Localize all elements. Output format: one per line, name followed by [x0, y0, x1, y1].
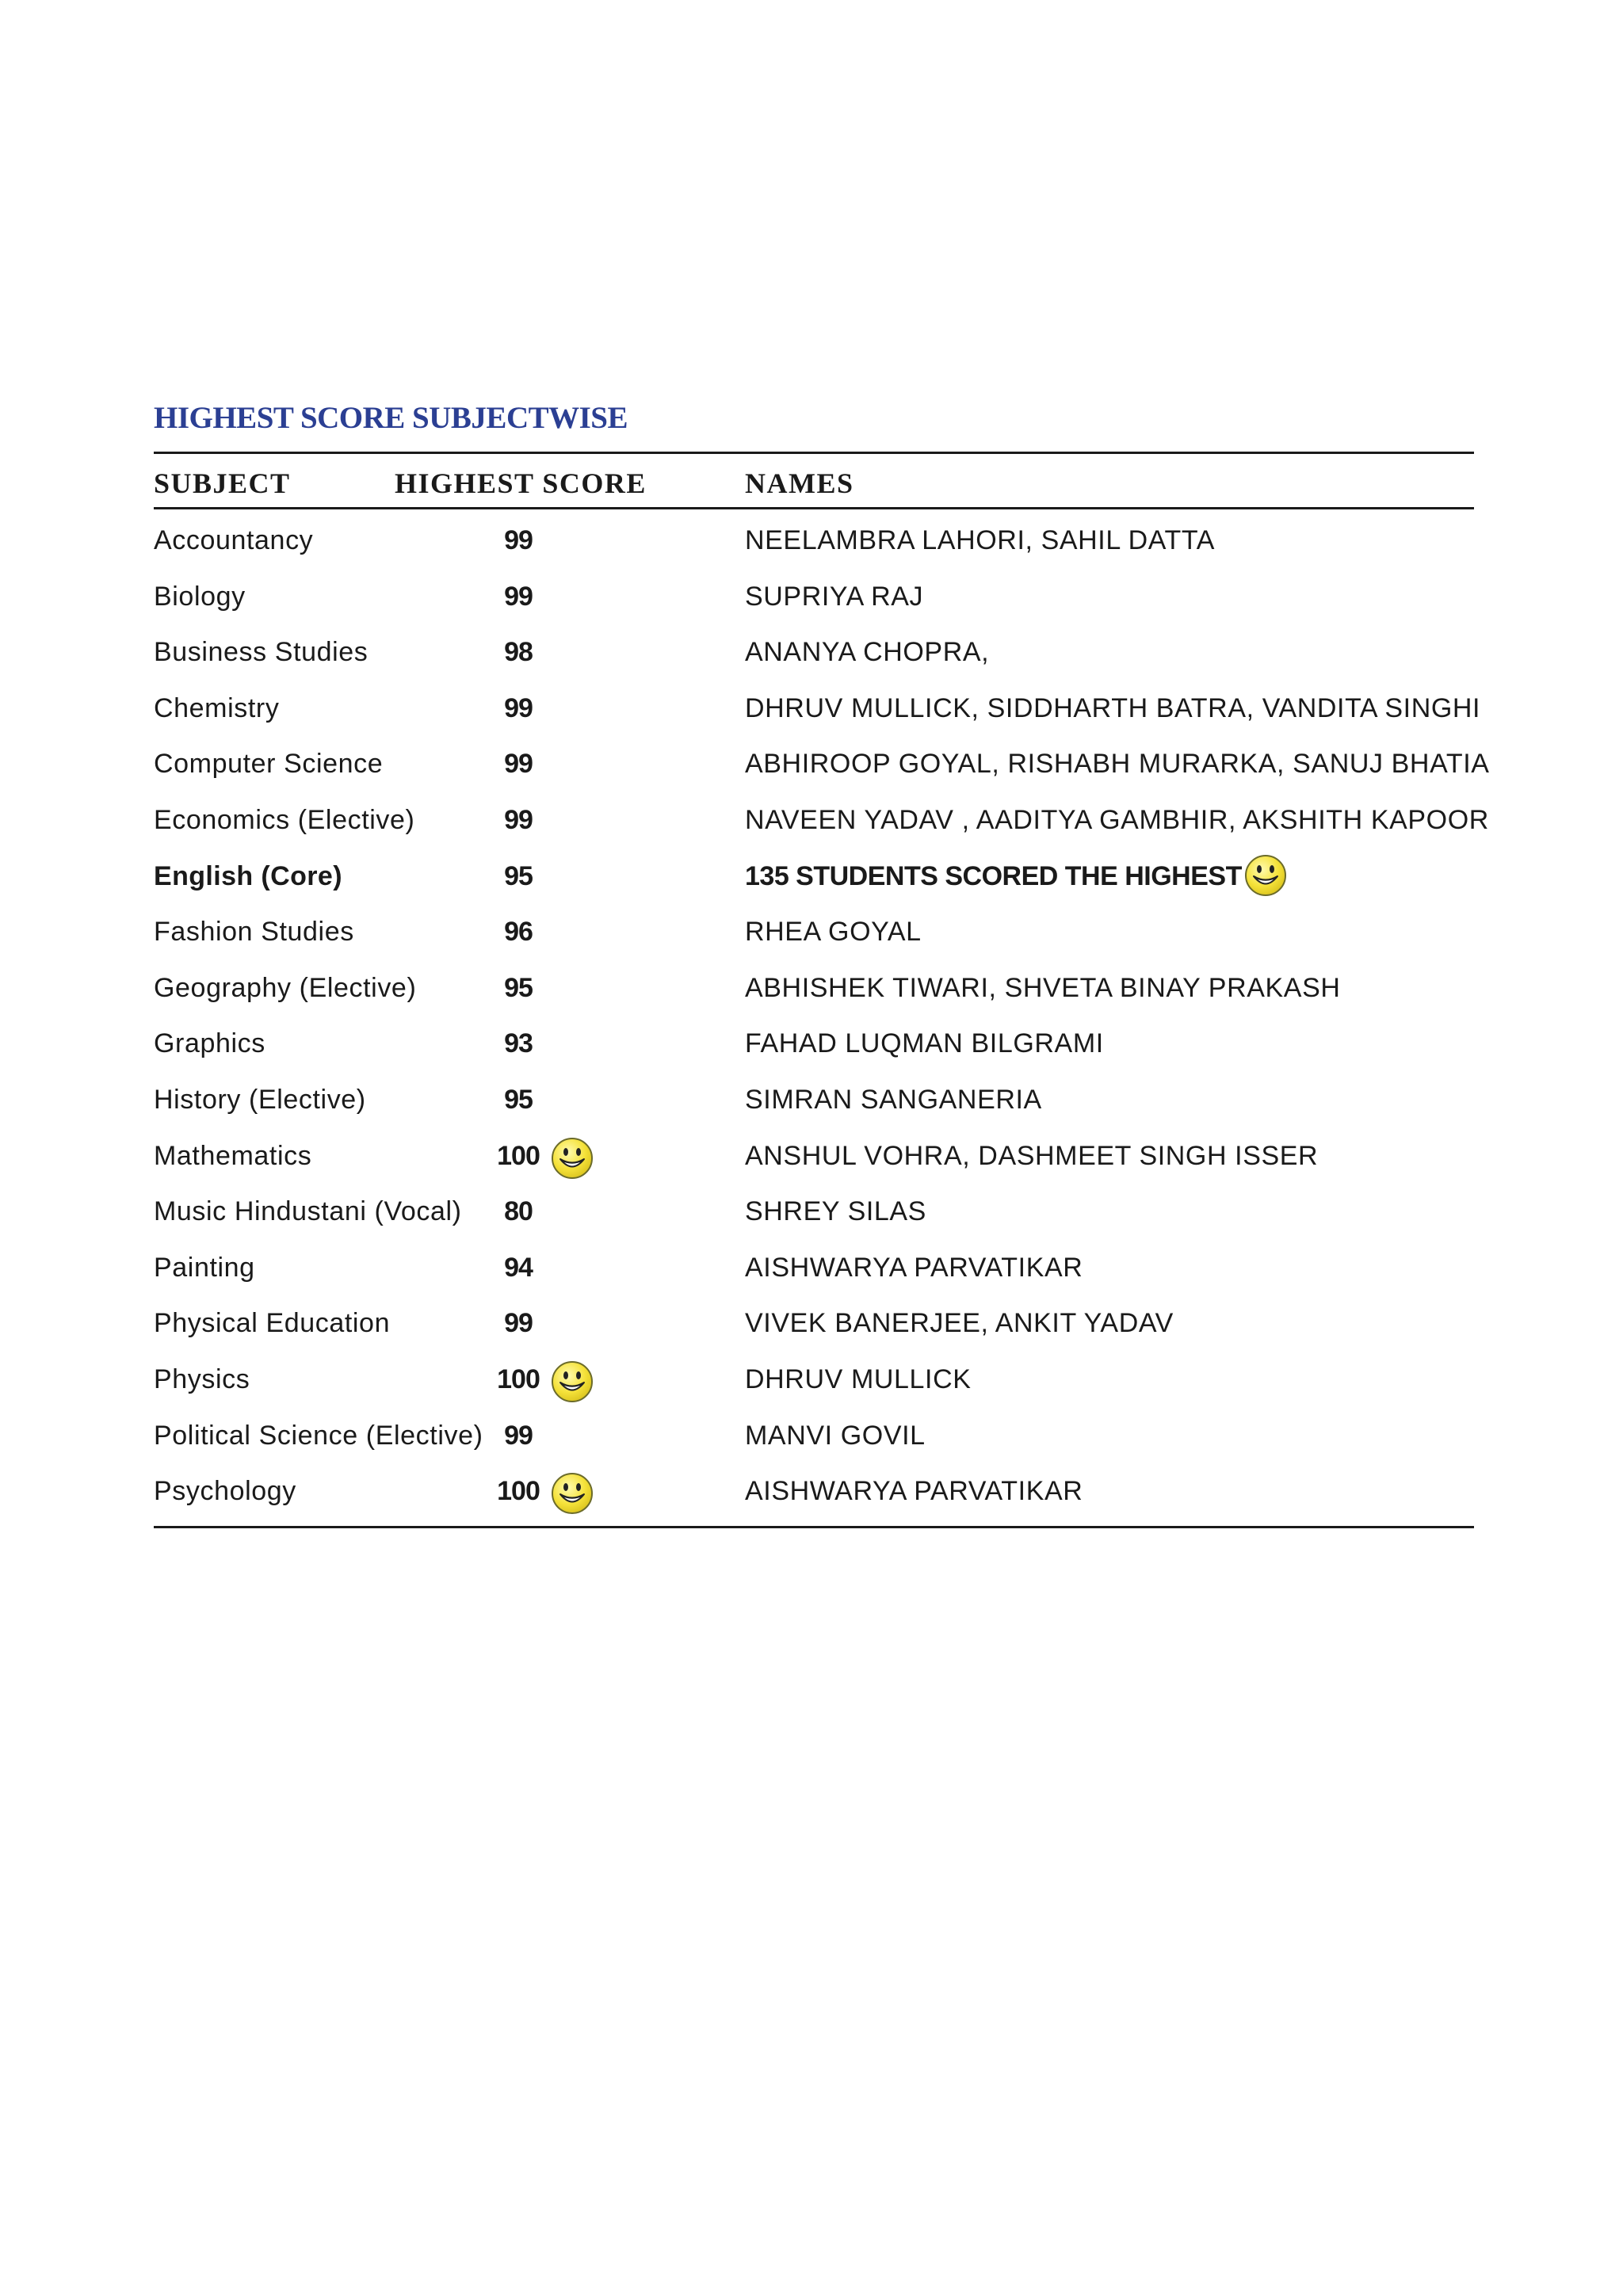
- table-row: [154, 1352, 1474, 1408]
- score-cell: 99: [504, 1308, 533, 1339]
- names-cell: NEELAMBRA LAHORI, SAHIL DATTA: [745, 525, 1216, 555]
- table-row: [154, 1463, 1474, 1520]
- score-cell: 96: [504, 917, 533, 948]
- table-row: [154, 1295, 1474, 1352]
- subject-cell: Biology: [154, 581, 246, 612]
- table-row: [154, 1240, 1474, 1296]
- table-header: [154, 463, 1474, 504]
- smiley-face-icon: [1243, 853, 1288, 898]
- bottom-rule: [154, 1526, 1474, 1528]
- smiley-face-icon: [550, 1471, 594, 1516]
- table-row: [154, 1016, 1474, 1072]
- score-cell: 99: [504, 749, 533, 780]
- score-cell: 99: [504, 581, 533, 612]
- table-row: [154, 1184, 1474, 1240]
- table-row: [154, 736, 1490, 792]
- table-row: [154, 904, 1474, 960]
- table-row: [154, 792, 1489, 849]
- score-cell: 99: [504, 1420, 533, 1451]
- section-title: HIGHEST SCORE SUBJECTWISE: [154, 401, 628, 435]
- subject-cell: Mathematics: [154, 1140, 312, 1171]
- names-cell: SHREY SILAS: [745, 1196, 926, 1227]
- smiley-face-icon: [550, 1360, 594, 1404]
- names-text: 135 STUDENTS SCORED THE HIGHEST: [745, 860, 1242, 891]
- subject-cell: Business Studies: [154, 637, 369, 668]
- subject-cell: English (Core): [154, 860, 342, 891]
- column-header-names: NAMES: [745, 467, 854, 499]
- names-cell: VIVEK BANERJEE, ANKIT YADAV: [745, 1308, 1174, 1339]
- score-cell: 94: [504, 1252, 533, 1283]
- names-cell: ANSHUL VOHRA, DASHMEET SINGH ISSER: [745, 1140, 1319, 1171]
- names-cell: ABHISHEK TIWARI, SHVETA BINAY PRAKASH: [745, 972, 1341, 1003]
- subject-cell: Geography (Elective): [154, 972, 417, 1003]
- names-cell: ANANYA CHOPRA,: [745, 637, 990, 668]
- subject-cell: Physics: [154, 1363, 250, 1394]
- header-rule: [154, 507, 1474, 509]
- score-cell: 99: [504, 692, 533, 723]
- names-cell: DHRUV MULLICK: [745, 1363, 972, 1394]
- names-cell: NAVEEN YADAV , AADITYA GAMBHIR, AKSHITH KAPOOR: [745, 804, 1489, 835]
- table-row: [154, 1072, 1474, 1128]
- names-cell: FAHAD LUQMAN BILGRAMI: [745, 1028, 1104, 1059]
- table-row: [154, 513, 1474, 569]
- smiley-face-icon: [550, 1136, 594, 1180]
- table-row: [154, 624, 1474, 681]
- table-row: [154, 1128, 1474, 1184]
- top-rule: [154, 452, 1474, 454]
- score-cell: 98: [504, 637, 533, 668]
- score-cell: 100: [497, 1140, 540, 1171]
- score-cell: 95: [504, 972, 533, 1003]
- names-cell: AISHWARYA PARVATIKAR: [745, 1252, 1083, 1283]
- names-cell: AISHWARYA PARVATIKAR: [745, 1476, 1083, 1507]
- names-cell: [745, 849, 1288, 904]
- subject-cell: Accountancy: [154, 525, 314, 555]
- subject-cell: Graphics: [154, 1028, 265, 1059]
- names-cell: RHEA GOYAL: [745, 917, 922, 948]
- score-cell: 80: [504, 1196, 533, 1227]
- subject-cell: Political Science (Elective): [154, 1420, 483, 1451]
- subject-cell: Chemistry: [154, 692, 280, 723]
- subject-cell: Physical Education: [154, 1308, 391, 1339]
- score-cell: 95: [504, 860, 533, 891]
- names-cell: DHRUV MULLICK, SIDDHARTH BATRA, VANDITA SINGHI: [745, 692, 1481, 723]
- highest-score-section: [154, 396, 1490, 1507]
- score-cell: 93: [504, 1028, 533, 1059]
- subject-cell: Fashion Studies: [154, 917, 354, 948]
- score-cell: 95: [504, 1084, 533, 1115]
- names-cell: ABHIROOP GOYAL, RISHABH MURARKA, SANUJ BHATIA: [745, 749, 1490, 780]
- score-cell: 100: [497, 1476, 540, 1507]
- table-row: [154, 960, 1474, 1016]
- table-row: [154, 849, 1474, 905]
- table-row: [154, 681, 1481, 737]
- names-cell: SIMRAN SANGANERIA: [745, 1084, 1042, 1115]
- column-header-subject: SUBJECT: [154, 467, 291, 499]
- subject-cell: Painting: [154, 1252, 255, 1283]
- names-cell: SUPRIYA RAJ: [745, 581, 924, 612]
- subject-cell: Economics (Elective): [154, 804, 415, 835]
- column-header-highest-score: HIGHEST SCORE: [395, 467, 647, 499]
- score-cell: 99: [504, 525, 533, 555]
- subject-cell: Psychology: [154, 1476, 296, 1507]
- score-cell: 100: [497, 1363, 540, 1394]
- table-row: [154, 1408, 1474, 1464]
- subject-cell: History (Elective): [154, 1084, 366, 1115]
- score-cell: 99: [504, 804, 533, 835]
- names-cell: MANVI GOVIL: [745, 1420, 926, 1451]
- subject-cell: Computer Science: [154, 749, 384, 780]
- table-row: [154, 569, 1474, 625]
- subject-cell: Music Hindustani (Vocal): [154, 1196, 462, 1227]
- score-table: [154, 513, 1490, 1520]
